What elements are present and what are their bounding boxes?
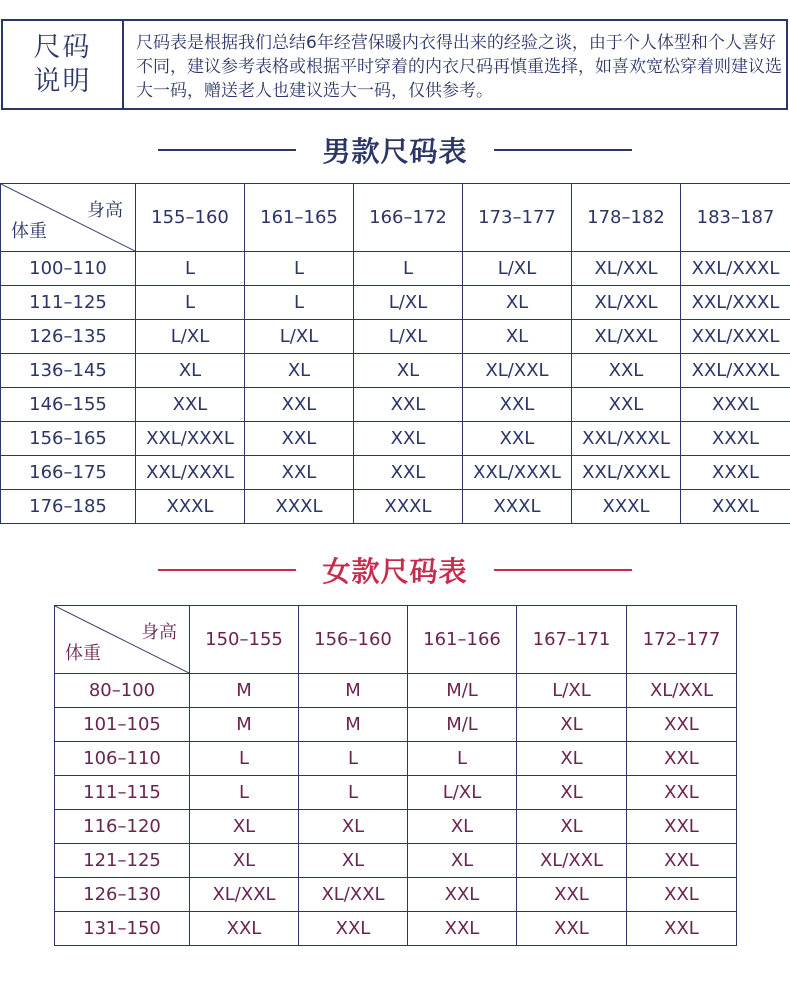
size-cell: XXXL [681, 490, 790, 524]
weight-cell: 131–150 [55, 912, 190, 946]
women-size-table [54, 605, 737, 946]
weight-axis-label: 体重 [11, 221, 47, 242]
weight-cell: 126–135 [1, 320, 136, 354]
size-cell: XXL/XXXL [463, 456, 572, 490]
size-cell: XL [463, 286, 572, 320]
table-row [55, 912, 737, 946]
size-cell: XL [517, 776, 627, 810]
weight-cell: 111–125 [1, 286, 136, 320]
size-cell: M [190, 674, 299, 708]
size-cell: XXL/XXXL [681, 320, 790, 354]
table-row [1, 456, 790, 490]
size-cell: XL [245, 354, 354, 388]
height-header-cell: 178–182 [572, 184, 681, 252]
height-header-cell: 167–171 [517, 606, 627, 674]
heading-rule-right [494, 569, 632, 571]
size-cell: L [299, 776, 408, 810]
table-row [55, 776, 737, 810]
size-cell: XXL [572, 388, 681, 422]
size-cell: XL/XXL [572, 252, 681, 286]
size-cell: L [136, 252, 245, 286]
size-cell: XXL/XXXL [572, 456, 681, 490]
size-cell: XXXL [245, 490, 354, 524]
weight-cell: 176–185 [1, 490, 136, 524]
size-cell: XL [517, 810, 627, 844]
size-cell: XL [408, 810, 517, 844]
size-cell: XXL [245, 388, 354, 422]
size-cell: XXL/XXXL [681, 286, 790, 320]
size-cell: XL/XXL [463, 354, 572, 388]
size-cell: L/XL [354, 320, 463, 354]
size-cell: L/XL [517, 674, 627, 708]
size-cell: XL [463, 320, 572, 354]
height-header-cell: 161–166 [408, 606, 517, 674]
size-cell: L [245, 286, 354, 320]
size-cell: XXL/XXXL [136, 422, 245, 456]
weight-cell: 101–105 [55, 708, 190, 742]
size-cell: L [354, 252, 463, 286]
size-cell: XXL [354, 456, 463, 490]
table-row [55, 810, 737, 844]
size-cell: XXXL [681, 388, 790, 422]
size-cell: XL/XXL [627, 674, 737, 708]
weight-cell: 80–100 [55, 674, 190, 708]
size-cell: L/XL [463, 252, 572, 286]
size-cell: XL [299, 810, 408, 844]
weight-cell: 106–110 [55, 742, 190, 776]
size-cell: XXL [463, 422, 572, 456]
table-row [55, 742, 737, 776]
weight-cell: 126–130 [55, 878, 190, 912]
size-notes-text: 尺码表是根据我们总结6年经营保暖内衣得出来的经验之谈，由于个人体型和个人喜好不同，建议参考表格或根据平时穿着的内衣尺码再慎重选择，如喜欢宽松穿着则建议选大一码，赠送老人也建议选大一码，仅供参考。 [136, 33, 782, 101]
size-cell: XL [408, 844, 517, 878]
size-cell: XXL [354, 388, 463, 422]
heading-rule-left [158, 149, 296, 151]
table-row [55, 878, 737, 912]
size-cell: XXL [627, 912, 737, 946]
height-header-cell: 156–160 [299, 606, 408, 674]
size-cell: L/XL [408, 776, 517, 810]
size-cell: M/L [408, 674, 517, 708]
size-cell: XL [299, 844, 408, 878]
size-cell: XXL [517, 878, 627, 912]
table-header-row [1, 184, 790, 252]
women-size-title: 女款尺码表 [322, 555, 468, 588]
table-row [1, 252, 790, 286]
size-cell: L [245, 252, 354, 286]
size-cell: XL/XXL [572, 286, 681, 320]
table-corner-cell [1, 184, 136, 252]
weight-cell: 166–175 [1, 456, 136, 490]
table-row [1, 354, 790, 388]
size-cell: XXL [627, 776, 737, 810]
size-cell: XL [354, 354, 463, 388]
size-cell: XXL [299, 912, 408, 946]
table-row [55, 674, 737, 708]
size-cell: M/L [408, 708, 517, 742]
size-cell: L [136, 286, 245, 320]
size-cell: XL/XXL [572, 320, 681, 354]
size-cell: L [408, 742, 517, 776]
size-cell: XXL [136, 388, 245, 422]
size-notes-title: 尺码 说明 [3, 21, 124, 108]
size-cell: XXL [627, 708, 737, 742]
size-cell: XL [190, 844, 299, 878]
size-cell: XXL/XXXL [572, 422, 681, 456]
size-cell: M [299, 674, 408, 708]
size-cell: XXL [463, 388, 572, 422]
size-cell: XL [517, 708, 627, 742]
weight-cell: 111–115 [55, 776, 190, 810]
table-row [55, 708, 737, 742]
size-cell: XL/XXL [190, 878, 299, 912]
weight-axis-label: 体重 [65, 643, 101, 664]
size-cell: L [299, 742, 408, 776]
size-cell: XL/XXL [299, 878, 408, 912]
height-axis-label: 身高 [87, 200, 123, 221]
size-cell: L/XL [245, 320, 354, 354]
height-header-cell: 172–177 [627, 606, 737, 674]
size-cell: XL [517, 742, 627, 776]
heading-rule-right [494, 149, 632, 151]
size-cell: XL [136, 354, 245, 388]
size-cell: XXL/XXXL [681, 354, 790, 388]
heading-rule-left [158, 569, 296, 571]
men-size-title: 男款尺码表 [322, 135, 468, 168]
size-cell: XXL [627, 742, 737, 776]
size-cell: XL [190, 810, 299, 844]
weight-cell: 146–155 [1, 388, 136, 422]
table-row [1, 320, 790, 354]
size-cell: M [299, 708, 408, 742]
table-corner-cell [55, 606, 190, 674]
height-header-cell: 150–155 [190, 606, 299, 674]
size-cell: XXL [354, 422, 463, 456]
men-size-table [0, 183, 790, 524]
size-notes-box [1, 19, 788, 110]
size-cell: XXL [572, 354, 681, 388]
weight-cell: 116–120 [55, 810, 190, 844]
size-cell: XXL/XXXL [681, 252, 790, 286]
size-cell: XXXL [681, 456, 790, 490]
size-cell: L [190, 742, 299, 776]
men-size-heading [0, 130, 790, 170]
size-cell: XXL [190, 912, 299, 946]
size-cell: XXXL [354, 490, 463, 524]
size-cell: XXXL [572, 490, 681, 524]
table-row [1, 422, 790, 456]
weight-cell: 121–125 [55, 844, 190, 878]
size-cell: XXL [408, 912, 517, 946]
size-cell: XXL [245, 456, 354, 490]
height-header-cell: 155–160 [136, 184, 245, 252]
size-cell: XXL [627, 878, 737, 912]
women-size-heading [0, 550, 790, 590]
height-header-cell: 166–172 [354, 184, 463, 252]
size-cell: XXL [627, 844, 737, 878]
size-cell: XL/XXL [517, 844, 627, 878]
table-header-row [55, 606, 737, 674]
size-cell: XXL [245, 422, 354, 456]
size-cell: XXL/XXXL [136, 456, 245, 490]
size-cell: XXL [408, 878, 517, 912]
size-cell: L/XL [136, 320, 245, 354]
height-header-cell: 161–165 [245, 184, 354, 252]
weight-cell: 100–110 [1, 252, 136, 286]
size-cell: M [190, 708, 299, 742]
weight-cell: 156–165 [1, 422, 136, 456]
size-cell: L [190, 776, 299, 810]
table-row [55, 844, 737, 878]
table-row [1, 286, 790, 320]
size-cell: XXXL [681, 422, 790, 456]
size-cell: XXXL [136, 490, 245, 524]
table-row [1, 490, 790, 524]
height-header-cell: 173–177 [463, 184, 572, 252]
size-cell: XXL [517, 912, 627, 946]
height-header-cell: 183–187 [681, 184, 790, 252]
size-cell: XXXL [463, 490, 572, 524]
size-cell: XXL [627, 810, 737, 844]
height-axis-label: 身高 [141, 622, 177, 643]
table-row [1, 388, 790, 422]
weight-cell: 136–145 [1, 354, 136, 388]
size-cell: L/XL [354, 286, 463, 320]
